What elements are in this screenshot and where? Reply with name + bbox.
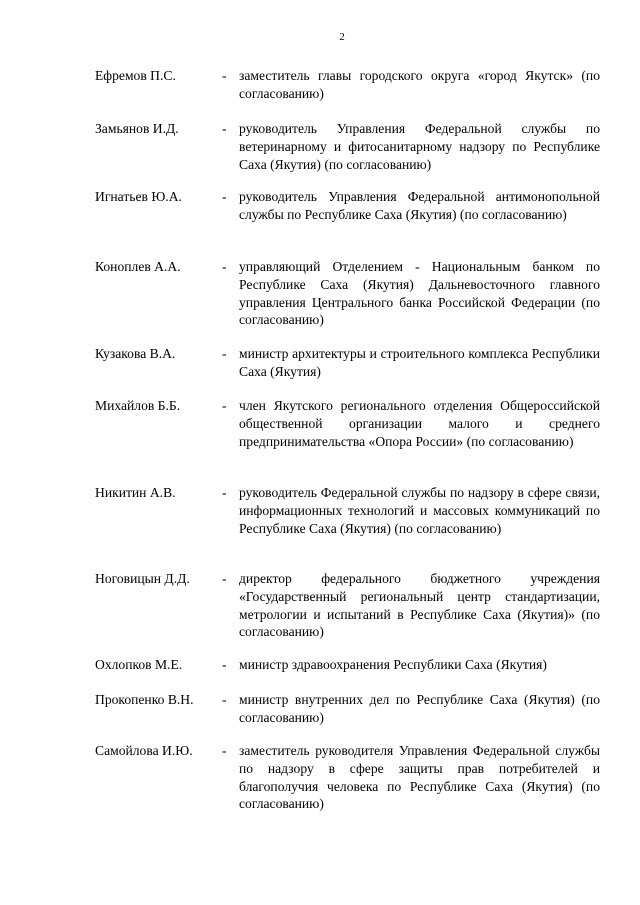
member-position: министр внутренних дел по Республике Саха (Якутия) (по согласованию): [239, 692, 600, 725]
member-name: Игнатьев Ю.А.: [95, 189, 182, 204]
member-name: Ноговицын Д.Д.: [95, 571, 190, 586]
dash-separator: -: [222, 68, 227, 83]
member-name: Коноплев А.А.: [95, 259, 181, 274]
member-position: руководитель Управления Федеральной антимонопольной службы по Республике Саха (Якутия) (по согласованию): [239, 189, 600, 222]
member-position: заместитель руководителя Управления Федеральной службы по надзору в сфере защиты прав потребителей и благополучия человека по Республике Саха (Якутия) (по согласованию): [239, 743, 600, 812]
dash-separator: -: [222, 121, 227, 136]
member-name: Кузакова В.А.: [95, 346, 176, 361]
member-name: Ефремов П.С.: [95, 68, 176, 83]
dash-separator: -: [222, 259, 227, 274]
member-position: член Якутского регионального отделения Общероссийской общественной организации малого и среднего предпринимательства «Опора России» (по согласованию): [239, 398, 600, 449]
member-name: Никитин А.В.: [95, 485, 176, 500]
member-position: заместитель главы городского округа «город Якутск» (по согласованию): [239, 68, 600, 101]
member-name: Замьянов И.Д.: [95, 121, 179, 136]
page-number: 2: [339, 31, 345, 43]
dash-separator: -: [222, 692, 227, 707]
member-name: Прокопенко В.Н.: [95, 692, 194, 707]
member-position: управляющий Отделением - Национальным банком по Республике Саха (Якутия) Дальневосточного главного управления Центрального банка Российской Федерации (по согласованию): [239, 259, 600, 328]
member-name: Охлопков М.Е.: [95, 657, 183, 672]
dash-separator: -: [222, 657, 227, 672]
member-position: руководитель Федеральной службы по надзору в сфере связи, информационных технологий и массовых коммуникаций по Республике Саха (Якутия) (по согласованию): [239, 485, 600, 536]
member-name: Самойлова И.Ю.: [95, 743, 193, 758]
member-position: министр архитектуры и строительного комплекса Республики Саха (Якутия): [239, 346, 600, 379]
member-position: руководитель Управления Федеральной службы по ветеринарному и фитосанитарному надзору по Республике Саха (Якутия) (по согласованию): [239, 121, 600, 172]
dash-separator: -: [222, 398, 227, 413]
member-name: Михайлов Б.Б.: [95, 398, 181, 413]
dash-separator: -: [222, 571, 227, 586]
member-position: директор федерального бюджетного учреждения «Государственный региональный центр стандартизации, метрологии и испытаний в Республике Саха (Якутия)» (по согласованию): [239, 571, 600, 640]
dash-separator: -: [222, 743, 227, 758]
dash-separator: -: [222, 485, 227, 500]
member-position: министр здравоохранения Республики Саха (Якутия): [239, 657, 547, 672]
dash-separator: -: [222, 189, 227, 204]
dash-separator: -: [222, 346, 227, 361]
